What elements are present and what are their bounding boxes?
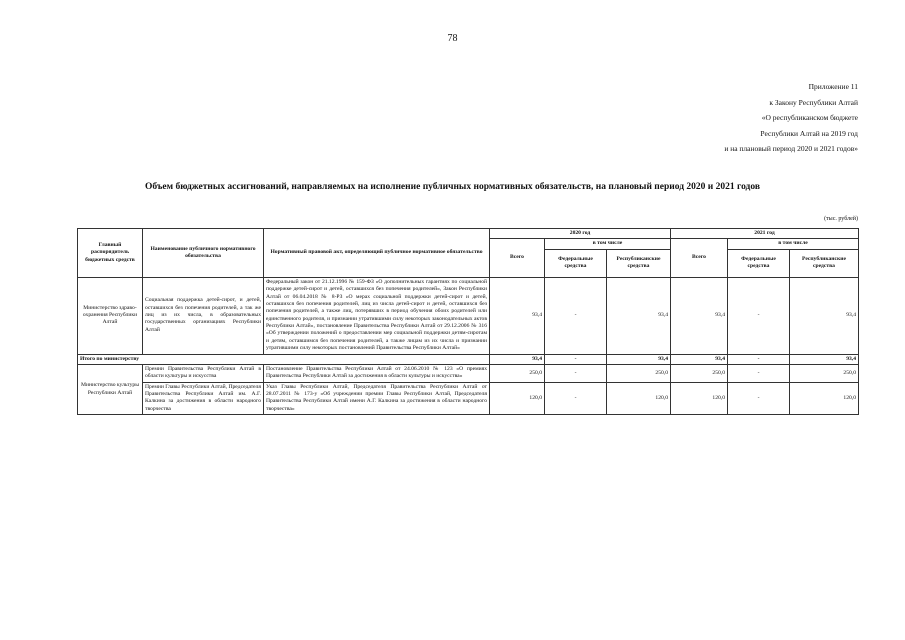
appendix-line: Республики Алтай на 2019 год <box>760 128 858 138</box>
cell-manager: Министерство здраво-охранения Республики Алтай <box>78 277 143 354</box>
appendix-block <box>724 79 858 157</box>
units-label: (тыс. рублей) <box>824 216 858 222</box>
cell-obligation: Премии Правительства Республики Алтай в области культуры и искусства <box>143 364 264 382</box>
cell-republic-2020: 120,0 <box>607 382 671 415</box>
cell-federal-2020: - <box>545 382 607 415</box>
cell-republic-2021: 250,0 <box>790 364 859 382</box>
cell-republic-2021: 93,4 <box>790 277 859 354</box>
cell-federal-2021: - <box>728 364 790 382</box>
cell-obligation: Премии Главы Республики Алтай, Председателя Правительства Республики Алтай им. А.Г. Калкина за достижения в области народного творчества <box>143 382 264 415</box>
header-federal: Федеральные средства <box>728 249 790 277</box>
cell-manager: Министерство культуры Республики Алтай <box>78 364 143 414</box>
cell-total-2021: 120,0 <box>671 382 728 415</box>
header-republic: Республиканские средства <box>607 249 671 277</box>
table-row <box>78 364 859 382</box>
cell-act: Федеральный закон от 21.12.1996 № 159-ФЗ «О дополнительных гарантиях по социальной поддержке детей-сирот и детей, оставшихся без попечения родителей», Закон Республики Алтай от 06.04.2018 № 8-РЗ «О мерах социальной поддержки детей-сирот и детей, оставшихся без попечения родителей, лиц из числа детей-сирот и детей, оставшихся без попечения родителей, а также лиц, потерявших в период обучения обоих родителей или единственного родителя, и признании утратившими силу некоторых законодательных актов Республики Алтай», постановление Правительства Республики Алтай от 29.12.2006 № 316 «Об утверждении положений о предоставлении мер социальной поддержки детям-сиротам и детям, оставшимся без попечения родителей, а также лицам из их числа и признании утратившими силу некоторых постановлений Правительства Республики Алтай» <box>264 277 490 354</box>
subtotal-federal-2021: - <box>728 354 790 364</box>
cell-act: Указ Главы Республики Алтай, Председателя Правительства Республики Алтай от 28.07.2011 № 173-у «Об учреждении премии Главы Республики Алтай, Председателя Правительства Республики Алтай имени А.Г. Калкина за достижения в области народного творчества» <box>264 382 490 415</box>
header-total: Всего <box>671 239 728 277</box>
cell-obligation: Социальная поддержка детей-сирот, и детей, оставшихся без попечения родителей, а так же лиц из их числа, в образовательных государственных организациях Республики Алтай <box>143 277 264 354</box>
header-year-2021: 2021 год <box>671 229 859 239</box>
subtotal-row <box>78 354 859 364</box>
table-row <box>78 382 859 415</box>
document-title: Объем бюджетных ассигнований, направляемых на исполнение публичных нормативных обязательств, на плановый период 2020 и 2021 годов <box>144 182 761 192</box>
cell-federal-2021: - <box>728 277 790 354</box>
cell-total-2021: 93,4 <box>671 277 728 354</box>
header-republic: Республиканские средства <box>790 249 859 277</box>
header-year-2020: 2020 год <box>490 229 671 239</box>
cell-total-2020: 120,0 <box>490 382 545 415</box>
header-act: Нормативный правовой акт, определяющий публичное нормативное обязательство <box>264 229 490 278</box>
cell-federal-2021: - <box>728 382 790 415</box>
header-federal: Федеральные средства <box>545 249 607 277</box>
subtotal-republic-2020: 93,4 <box>607 354 671 364</box>
header-incl: в том числе <box>728 239 859 249</box>
cell-republic-2020: 250,0 <box>607 364 671 382</box>
page-number: 78 <box>447 33 458 44</box>
subtotal-republic-2021: 93,4 <box>790 354 859 364</box>
cell-republic-2020: 93,4 <box>607 277 671 354</box>
header-total: Всего <box>490 239 545 277</box>
cell-republic-2021: 120,0 <box>790 382 859 415</box>
cell-total-2020: 93,4 <box>490 277 545 354</box>
appendix-line: «О республиканском бюджете <box>761 113 858 122</box>
appendix-line: Приложение 11 <box>808 82 858 91</box>
header-row <box>78 229 859 239</box>
subtotal-federal-2020: - <box>545 354 607 364</box>
appendix-line: и на плановый период 2020 и 2021 годов» <box>724 144 858 153</box>
subtotal-label: Итого по министерству <box>78 354 490 364</box>
appendix-line: к Закону Республики Алтай <box>769 97 858 107</box>
table-row <box>78 277 859 354</box>
cell-act: Постановление Правительства Республики Алтай от 24.06.2010 № 123 «О премиях Правительства Республики Алтай за достижения в области культуры и искусства» <box>264 364 490 382</box>
header-obligation: Наименование публичного нормативного обязательства <box>143 229 264 278</box>
header-incl: в том числе <box>545 239 671 249</box>
subtotal-total-2021: 93,4 <box>671 354 728 364</box>
budget-table <box>77 228 859 415</box>
cell-total-2021: 250,0 <box>671 364 728 382</box>
cell-federal-2020: - <box>545 364 607 382</box>
subtotal-total-2020: 93,4 <box>490 354 545 364</box>
cell-federal-2020: - <box>545 277 607 354</box>
cell-total-2020: 250,0 <box>490 364 545 382</box>
header-manager: Главный распорядитель бюджетных средств <box>78 229 143 278</box>
